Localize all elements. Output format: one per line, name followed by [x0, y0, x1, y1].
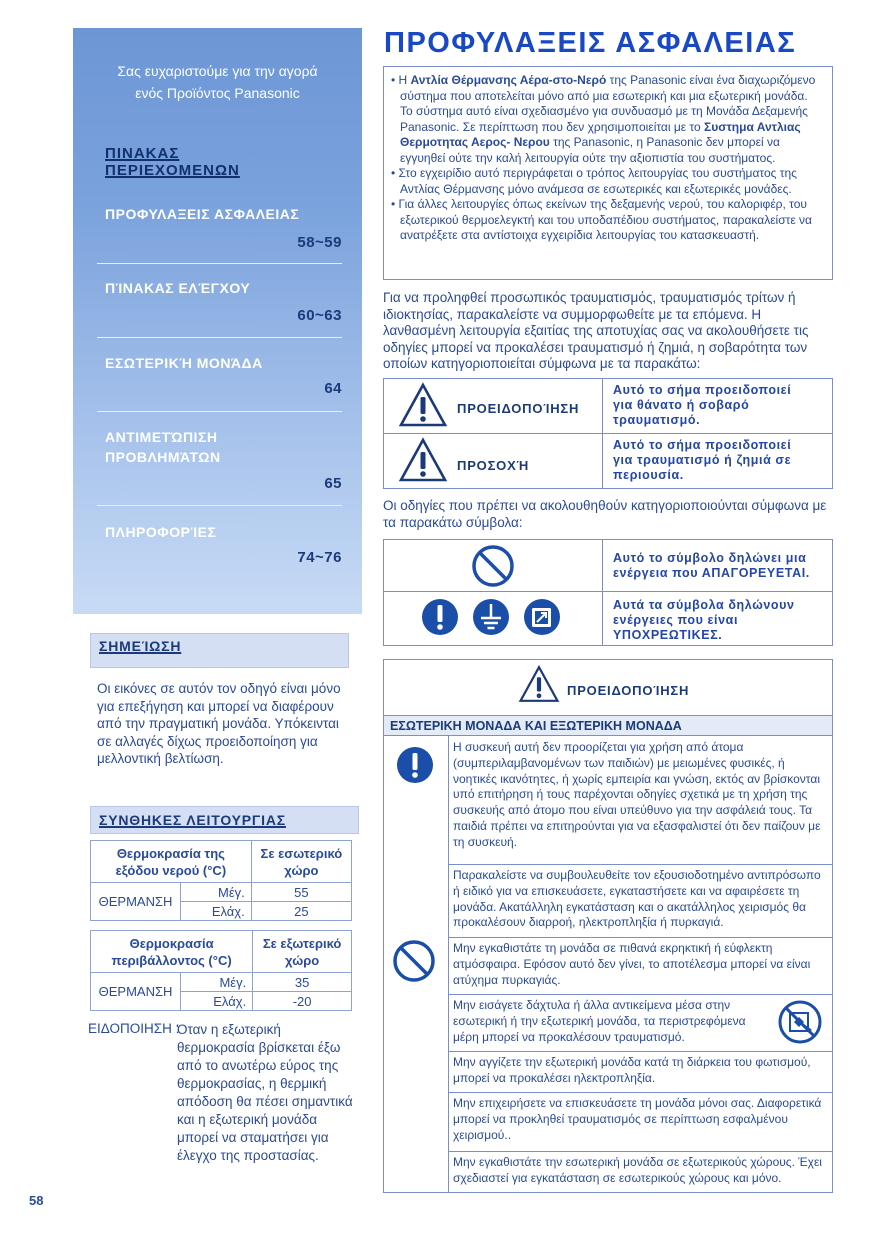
signal-label: ΠΡΟΣΟΧΉ: [457, 458, 530, 473]
thanks-line-1: Σας ευχαριστούμε για την αγορά: [117, 63, 318, 79]
conditions-heading: ΣΥΝΘΗΚΕΣ ΛΕΙΤΟΥΡΓΙΑΣ: [90, 806, 359, 834]
signal-description: Αυτό το σήμα προειδοποιεί για τραυματισμό ή ζημιά σε περιουσία.: [613, 438, 792, 482]
prohibited-icon: [470, 544, 516, 588]
min-label: Ελάχ.: [181, 992, 253, 1011]
signal-description: Αυτό το σήμα προειδοποιεί για θάνατο ή σοβαρό τραυματισμό.: [613, 383, 792, 427]
ambient-temp-table: [90, 930, 352, 1011]
toc-item-title-line-1: ΑΝΤΙΜΕΤΏΠΙΣΗ: [105, 429, 218, 445]
mode-cell: ΘΕΡΜΑΝΣΗ: [91, 883, 181, 921]
toc-item-pages[interactable]: 58~59: [297, 234, 342, 251]
min-label: Ελάχ.: [181, 902, 252, 921]
warning-row: Μην εγκαθιστάτε την εσωτερική μονάδα σε εξωτερικούς χώρους. Έχει σχεδιαστεί για εγκατάσταση σε εσωτερικούς χώρους και μόνο.: [448, 1151, 832, 1192]
signal-label: ΠΡΟΕΙΔΟΠΟΊΗΣΗ: [457, 401, 580, 416]
symbol-row-prohibited: [384, 540, 832, 592]
toc-item-title[interactable]: ΠΡΟΦΥΛΑΞΕΙΣ ΑΣΦΑΛΕΙΑΣ: [105, 206, 300, 222]
table-header: Σε εσωτερικό χώρο: [251, 841, 351, 883]
signal-words-table: [383, 378, 833, 489]
toc-heading: [105, 145, 240, 179]
toc-divider: [97, 263, 342, 264]
toc-item-pages[interactable]: 74~76: [297, 549, 342, 566]
max-label: Μέγ.: [181, 973, 253, 992]
toc-item-title[interactable]: ΠΛΗΡΟΦΟΡΊΕΣ: [105, 524, 217, 540]
ground-earth-icon: [472, 598, 510, 636]
table-header: Σε εξωτερικό χώρο: [253, 931, 352, 973]
toc-item-title[interactable]: ΕΣΩΤΕΡΙΚΉ ΜΟΝΆΔΑ: [105, 355, 263, 371]
warning-row: Η συσκευή αυτή δεν προορίζεται για χρήση από άτομα (συμπεριλαμβανομένων των παιδιών) με μειωμένες φυσικές, ή νοητικές ικανότητες, ή χωρίς εμπειρία και γνώση, εκτός αν βρίσκονται υπό επιτήρηση ή τους παρέχονται οδηγίες σχετικά με τη χρήση της συσκευής από άτομο που είναι υπεύθυνο για την ασφάλειά τους. Τα παιδιά πρέπει να επιτηρούνται για να εξασφαλιστεί ότι δεν παίζουν με τη συσκευή.: [453, 740, 821, 849]
toc-heading-line-2: ΠΕΡΙΕΧΟΜΕΝΩΝ: [105, 162, 240, 179]
signal-row-caution: [384, 434, 832, 488]
table-header: Θερμοκρασία της εξόδου νερού (°C): [91, 841, 252, 883]
signal-row-warning: [384, 379, 832, 434]
thanks-message: [73, 60, 362, 104]
warning-row: Μην εγκαθιστάτε τη μονάδα σε πιθανά εκρηκτική ή εύφλεκτη ατμόσφαιρα. Εφόσον αυτό δεν γίνει, το αποτέλεσμα μπορεί να είναι ατύχημα πυρκαγιάς.: [448, 937, 832, 994]
mandatory-icon: [421, 598, 459, 636]
warning-row: Μην επιχειρήσετε να επισκευάσετε τη μονάδα μόνοι σας. Διαφορετικά μπορεί να προκληθεί τραυματισμός σε περίπτωση εσφαλμένου χειρισμού..: [448, 1092, 832, 1151]
warning-triangle-icon: [398, 382, 448, 428]
toc-item-title[interactable]: [105, 427, 221, 467]
toc-item-title[interactable]: ΠΊΝΑΚΑΣ ΕΛΈΓΧΟΥ: [105, 280, 251, 296]
prohibited-icon: [391, 939, 437, 983]
warning-row: Μην αγγίζετε την εξωτερική μονάδα κατά τη διάρκεια του φωτισμού, μπορεί να προκαλέσει ηλεκτροπληξία.: [448, 1051, 832, 1092]
note-heading: ΣΗΜΕΊΩΣΗ: [90, 633, 349, 668]
toc-item-pages[interactable]: 60~63: [297, 307, 342, 324]
note-text: Οι εικόνες σε αυτόν τον οδηγό είναι μόνο για επεξήγηση και μπορεί να διαφέρουν από την πραγματική μονάδα. Υπόκεινται σε αλλαγές δίχως προειδοποίηση για μελλοντική βελτίωση.: [97, 681, 341, 767]
warning-label: ΕΙΔΟΠΟΙΗΣΗ :: [88, 1021, 180, 1036]
intro-bullet: • Η Αντλία Θέρμανσης Αέρα-στο-Νερό της Panasonic είναι ένα διαχωριζόμενο σύστημα που αποτελείται μόνο από μια εσωτερική και μια εξωτερική μονάδα. Το σύστημα αυτό είναι σχεδιασμένο για συνδυασμό με τη Μονάδα Δεξαμενής Panasonic. Σε περίπτωση που δεν χρησιμοποιείται με το Συστημα Αντλιας Θερμοτητας Αερος- Νερου της Panasonic, η Panasonic δεν μπορεί να εγγυηθεί ούτε την καλή λειτουργία ούτε την αξιοπιστία του συστήματος.: [391, 73, 816, 165]
max-value: 35: [253, 973, 352, 992]
caution-triangle-icon: [398, 437, 448, 483]
thanks-line-2: ενός Προϊόντος Panasonic: [135, 85, 300, 101]
min-value: 25: [251, 902, 351, 921]
toc-item-pages[interactable]: 64: [324, 380, 342, 397]
symbol-description: Αυτό το σύμβολο δηλώνει μια ενέργεια που ΑΠΑΓΟΡΕΥΕΤΑΙ.: [613, 551, 810, 580]
column-divider: [602, 379, 603, 434]
symbols-table: [383, 539, 833, 646]
intro-bullet: • Για άλλες λειτουργίες όπως εκείνων της δεξαμενής νερού, του καλοριφέρ, του εξωτερικού θερμοελεγκτή και του υποδαπέδιου συστήματος, παρακαλείστε να ανατρέξετε στα αντίστοιχα εγχειρίδια λειτουργίας του κατασκευαστή.: [391, 197, 812, 242]
max-value: 55: [251, 883, 351, 902]
toc-heading-line-1: ΠΙΝΑΚΑΣ: [105, 145, 180, 162]
warning-box-heading: ΠΡΟΕΙΔΟΠΟΊΗΣΗ: [567, 683, 690, 698]
min-value: -20: [253, 992, 352, 1011]
symbol-row-mandatory: [384, 592, 832, 645]
toc-divider: [97, 505, 342, 506]
mandatory-icon: [396, 746, 434, 784]
intro-bullet: • Στο εγχειρίδιο αυτό περιγράφεται ο τρόπος λειτουργίας του συστήματος της Αντλίας Θέρμανσης μόνο ανάμεσα σε εσωτερικές και εξωτερικές μονάδες.: [391, 166, 797, 196]
unplug-icon: [523, 598, 561, 636]
max-label: Μέγ.: [181, 883, 252, 902]
warning-triangle-icon: [518, 663, 560, 705]
warning-row: Παρακαλείστε να συμβουλευθείτε τον εξουσιοδοτημένο αντιπρόσωπο ή ειδικό για να επισκευάσετε, εγκαταστήσετε και να αφαιρέσετε τη μονάδα. Ακατάλληλη εγκατάσταση και ο ακατάλληλος χειρισμός θα προκαλέσουν διαρροή, ηλεκτροπληξία ή πυρκαγιά.: [448, 864, 832, 937]
symbol-description: Αυτά τα σύμβολα δηλώνουν ενέργειες που είναι ΥΠΟΧΡΕΩΤΙΚΕΣ.: [613, 598, 795, 642]
no-fingers-fan-icon: [778, 1000, 822, 1044]
column-divider: [602, 540, 603, 591]
page-title: ΠΡΟΦΥΛΑΞΕΙΣ ΑΣΦΑΛΕΙΑΣ: [384, 27, 797, 59]
page-number: 58: [29, 1193, 44, 1208]
toc-divider: [97, 411, 342, 412]
table-header: Θερμοκρασία περιβάλλοντος (°C): [91, 931, 253, 973]
toc-item-pages[interactable]: 65: [324, 475, 342, 492]
water-temp-table: [90, 840, 352, 921]
column-divider: [602, 434, 603, 488]
toc-divider: [97, 337, 342, 338]
warning-box-subheading: ΕΣΩΤΕΡΙΚΗ ΜΟΝΑΔΑ ΚΑΙ ΕΞΩΤΕΡΙΚΗ ΜΟΝΑΔΑ: [384, 715, 832, 736]
warning-text: Όταν η εξωτερική θερμοκρασία βρίσκεται έξω από το ανωτέρω εύρος της θερμοκρασίας, η θερμική απόδοση θα πέσει σημαντικά και η εξωτερική μονάδα μπορεί να σταματήσει για έλεγχο της προστασίας.: [177, 1022, 353, 1163]
column-divider: [602, 592, 603, 645]
mode-cell: ΘΕΡΜΑΝΣΗ: [91, 973, 181, 1011]
toc-item-title-line-2: ΠΡΟΒΛΗΜΆΤΩΝ: [105, 449, 221, 465]
intro-box: [383, 66, 833, 280]
symbols-paragraph: Οι οδηγίες που πρέπει να ακολουθηθούν κατηγοριοποιούνται σύμφωνα με τα παρακάτω σύμβολα:: [383, 498, 827, 530]
warning-row: Μην εισάγετε δάχτυλα ή άλλα αντικείμενα μέσα στην εσωτερική ή την εξωτερική μονάδα, τα περιστρεφόμενα μέρη μπορεί να προκαλέσουν τραυματισμό.: [448, 994, 832, 1051]
intro-paragraph: Για να προληφθεί προσωπικός τραυματισμός, τραυματισμός τρίτων ή ιδιοκτησίας, παρακαλείστε να συμμορφωθείτε με τα επόμενα. Η λανθασμένη λειτουργία εξαιτίας της αποτυχίας σας να ακολουθήσετε τις οδηγίες μπορεί να προκαλέσει τραυματισμό ή ζημιά, η σοβαρότητα των οποίων κατηγοριοποιείται σύμφωνα με τα παρακάτω:: [383, 290, 809, 372]
